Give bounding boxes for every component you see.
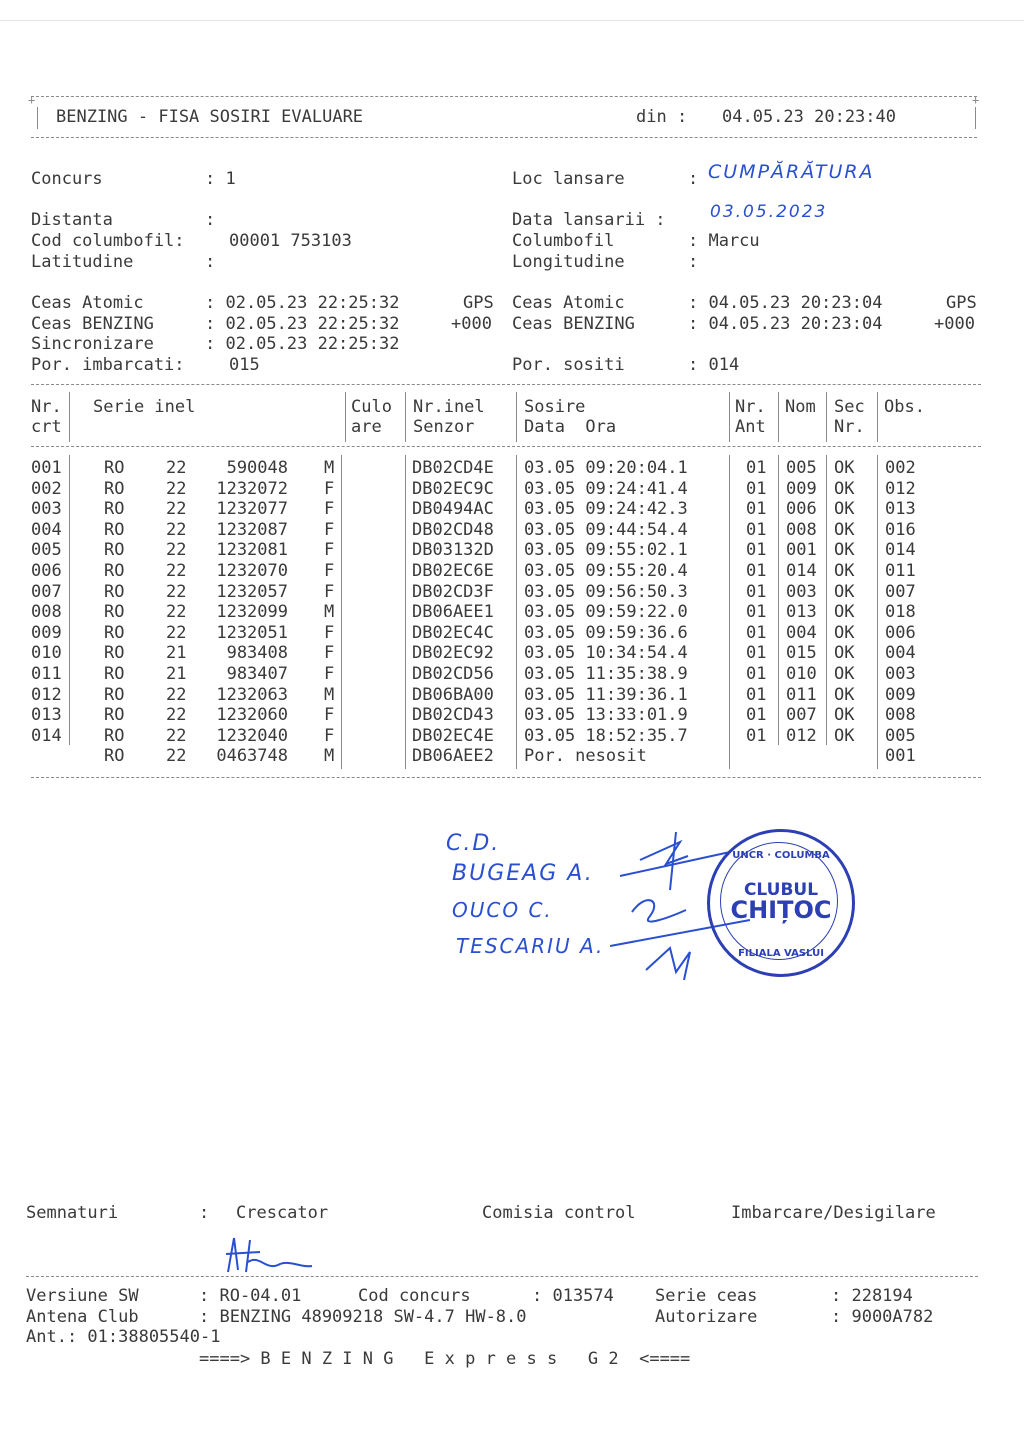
table-header-dash xyxy=(31,446,981,447)
header-bottom-dash xyxy=(31,137,977,138)
cell-sosire: 03.05 09:55:02.1 xyxy=(524,540,688,561)
cell-ant: 01 xyxy=(746,499,767,520)
cell-nom: 008 xyxy=(786,519,817,540)
cell-serie: 1232051 xyxy=(216,622,288,643)
cell-sex: F xyxy=(324,519,335,540)
cell-nr: 013 xyxy=(31,705,62,726)
cell-senzor: DB02EC4C xyxy=(412,622,494,643)
ceas-atomic-start-value: : 02.05.23 22:25:32 xyxy=(205,293,400,313)
cell-year: 22 xyxy=(166,540,187,561)
cell-senzor: DB02EC9C xyxy=(412,478,494,499)
stamp-top-text: UNCR · COLUMBA xyxy=(732,850,830,861)
col-header-nom: Nom xyxy=(785,397,816,417)
semnaturi-label: Semnaturi xyxy=(26,1203,119,1223)
cell-country: RO xyxy=(104,458,125,478)
cell-obs: 007 xyxy=(885,581,916,602)
cell-senzor: DB03132D xyxy=(412,540,494,561)
columbofil-label: Columbofil xyxy=(512,231,615,251)
ceas-atomic-end-suffix: GPS xyxy=(946,293,977,313)
versiune-value: : RO-04.01 xyxy=(199,1286,302,1306)
ceas-benzing-start-label: Ceas BENZING xyxy=(31,314,154,334)
cell-sex: M xyxy=(324,602,335,623)
cell-sec: OK xyxy=(834,622,855,643)
cell-nom: 005 xyxy=(786,458,817,478)
din-label: din : xyxy=(636,107,688,127)
cell-nr: 003 xyxy=(31,499,62,520)
cell-nr: 001 xyxy=(31,458,62,478)
cell-year: 22 xyxy=(166,499,187,520)
cell-sex: F xyxy=(324,540,335,561)
cell-senzor: DB02CD43 xyxy=(412,705,494,726)
cell-serie: 983408 xyxy=(226,643,288,664)
cell-sosire: 03.05 09:59:22.0 xyxy=(524,602,688,623)
benzing-express-banner: ====> B E N Z I N G E x p r e s s G 2 <==== xyxy=(199,1349,691,1369)
cell-sex: F xyxy=(324,561,335,581)
cell-nr: 008 xyxy=(31,602,62,623)
cell-obs: 016 xyxy=(885,519,916,540)
cell-country: RO xyxy=(104,561,125,581)
cod-columbofil-value: 00001 753103 xyxy=(229,231,352,251)
col-header-obs: Obs. xyxy=(884,397,925,417)
cell-nr: 012 xyxy=(31,684,62,705)
col-sep xyxy=(778,392,779,442)
cell-sex: F xyxy=(324,643,335,664)
cell-sosire: 03.05 09:56:50.3 xyxy=(524,581,688,602)
cell-nr: 014 xyxy=(31,725,62,746)
cell-sec: OK xyxy=(834,499,855,520)
imbarcati-label: Por. imbarcati: xyxy=(31,355,185,375)
imbarcare-label: Imbarcare/Desigilare xyxy=(731,1203,936,1223)
cell-senzor: DB02CD48 xyxy=(412,519,494,540)
table-bottom-dash xyxy=(31,777,981,778)
cell-sex: F xyxy=(324,478,335,499)
cell-sec: OK xyxy=(834,458,855,478)
table-row xyxy=(0,479,1000,500)
loc-lansare-colon: : xyxy=(688,169,699,189)
cell-year: 22 xyxy=(166,746,187,767)
cell-sec: OK xyxy=(834,643,855,664)
col-sep xyxy=(345,392,346,442)
col-header-nrinel: Nr.inel xyxy=(413,397,485,417)
cell-year: 22 xyxy=(166,705,187,726)
cell-country: RO xyxy=(104,664,125,684)
table-row xyxy=(0,499,1000,520)
cell-sex: M xyxy=(324,746,335,767)
col-header-serie: Serie inel xyxy=(93,397,196,417)
cell-serie: 1232057 xyxy=(216,581,288,602)
stamp-bottom-text: FILIALA VASLUI xyxy=(738,948,824,959)
loc-lansare-handwritten: CUMPĂRĂTURA xyxy=(708,161,875,183)
cell-nr: 010 xyxy=(31,643,62,664)
columbofil-value: : Marcu xyxy=(688,231,760,251)
col-sep xyxy=(826,392,827,442)
cell-sec: OK xyxy=(834,478,855,499)
cell-nr: 009 xyxy=(31,622,62,643)
col-header-sec-nr: Nr. xyxy=(834,417,865,437)
cell-nr: 006 xyxy=(31,561,62,581)
col-sep xyxy=(877,392,878,442)
club-stamp xyxy=(707,829,855,977)
cell-country: RO xyxy=(104,725,125,746)
antena-label: Antena Club xyxy=(26,1307,139,1327)
cell-year: 22 xyxy=(166,519,187,540)
cell-country: RO xyxy=(104,581,125,602)
versiune-label: Versiune SW xyxy=(26,1286,139,1306)
cell-nr: 004 xyxy=(31,519,62,540)
cell-sosire: 03.05 09:44:54.4 xyxy=(524,519,688,540)
table-row xyxy=(0,726,1000,747)
header-right-bar xyxy=(975,107,976,129)
table-row xyxy=(0,705,1000,726)
corner-plus: + xyxy=(28,93,36,107)
crescator-label: Crescator xyxy=(236,1203,329,1223)
col-sep xyxy=(69,392,70,442)
cell-ant: 01 xyxy=(746,622,767,643)
antena-value: : BENZING 48909218 SW-4.7 HW-8.0 xyxy=(199,1307,527,1327)
cell-nr: 002 xyxy=(31,478,62,499)
document-title: BENZING - FISA SOSIRI EVALUARE xyxy=(56,107,364,127)
cell-ant: 01 xyxy=(746,684,767,705)
ceas-benzing-start-suffix: +000 xyxy=(451,314,492,334)
latitudine-colon: : xyxy=(205,252,216,272)
semnaturi-colon: : xyxy=(199,1203,210,1223)
cell-sex: F xyxy=(324,725,335,746)
cell-obs: 008 xyxy=(885,705,916,726)
col-header-culo: Culo xyxy=(351,397,392,417)
ceas-atomic-start-label: Ceas Atomic xyxy=(31,293,144,313)
col-header-nr-ant: Nr. xyxy=(735,397,766,417)
header-left-bar xyxy=(37,107,38,129)
cell-year: 22 xyxy=(166,561,187,581)
cell-senzor: DB02EC6E xyxy=(412,561,494,581)
cell-sosire: 03.05 09:24:41.4 xyxy=(524,478,688,499)
page-top-rule xyxy=(0,20,1024,21)
cell-sex: M xyxy=(324,684,335,705)
cell-ant: 01 xyxy=(746,705,767,726)
cell-sec: OK xyxy=(834,684,855,705)
cell-year: 22 xyxy=(166,725,187,746)
cell-sosire: 03.05 11:35:38.9 xyxy=(524,664,688,684)
ceas-benzing-end-value: : 04.05.23 20:23:04 xyxy=(688,314,883,334)
cell-country: RO xyxy=(104,684,125,705)
cell-serie: 1232040 xyxy=(216,725,288,746)
cell-ant: 01 xyxy=(746,664,767,684)
footer-dash xyxy=(26,1276,978,1277)
cell-nom: 015 xyxy=(786,643,817,664)
serie-ceas-value: : 228194 xyxy=(831,1286,913,1306)
cell-year: 22 xyxy=(166,458,187,478)
cell-nom: 009 xyxy=(786,478,817,499)
cell-serie: 590048 xyxy=(226,458,288,478)
cell-serie: 1232060 xyxy=(216,705,288,726)
handwritten-line-1: C.D. xyxy=(446,831,501,856)
cell-country: RO xyxy=(104,602,125,623)
cell-sosire: 03.05 10:34:54.4 xyxy=(524,643,688,664)
cell-ant: 01 xyxy=(746,602,767,623)
autorizare-value: : 9000A782 xyxy=(831,1307,934,1327)
stamp-line-1: CLUBUL xyxy=(743,880,819,900)
cell-serie: 1232087 xyxy=(216,519,288,540)
ant-line: Ant.: 01:38805540-1 xyxy=(26,1327,221,1347)
cell-obs: 006 xyxy=(885,622,916,643)
cell-year: 21 xyxy=(166,664,187,684)
cell-obs: 012 xyxy=(885,478,916,499)
crescator-signature xyxy=(220,1232,320,1282)
cell-nr: 005 xyxy=(31,540,62,561)
cell-serie: 983407 xyxy=(226,664,288,684)
ceas-atomic-end-value: : 04.05.23 20:23:04 xyxy=(688,293,883,313)
cell-year: 21 xyxy=(166,643,187,664)
cell-sex: F xyxy=(324,664,335,684)
cell-country: RO xyxy=(104,540,125,561)
table-row xyxy=(0,520,1000,541)
cell-ant: 01 xyxy=(746,643,767,664)
cell-senzor: DB06AEE1 xyxy=(412,602,494,623)
col-header-sec: Sec xyxy=(834,397,865,417)
col-sep xyxy=(516,392,517,442)
cell-obs: 018 xyxy=(885,602,916,623)
ceas-benzing-start-value: : 02.05.23 22:25:32 xyxy=(205,314,400,334)
sincronizare-value: : 02.05.23 22:25:32 xyxy=(205,334,400,354)
latitudine-label: Latitudine xyxy=(31,252,134,272)
col-sep xyxy=(729,392,730,442)
cell-year: 22 xyxy=(166,602,187,623)
longitudine-label: Longitudine xyxy=(512,252,625,272)
cell-serie: 1232070 xyxy=(216,561,288,581)
cell-serie: 1232081 xyxy=(216,540,288,561)
cell-serie: 1232072 xyxy=(216,478,288,499)
cell-country: RO xyxy=(104,643,125,664)
din-value: 04.05.23 20:23:40 xyxy=(722,107,896,127)
cell-sosire: 03.05 09:24:42.3 xyxy=(524,499,688,520)
cell-nom: 003 xyxy=(786,581,817,602)
cell-serie: 1232099 xyxy=(216,602,288,623)
cell-sosire: 03.05 11:39:36.1 xyxy=(524,684,688,705)
cell-obs: 002 xyxy=(885,458,916,478)
cell-senzor: DB02CD4E xyxy=(412,458,494,478)
cell-country: RO xyxy=(104,519,125,540)
cell-sec: OK xyxy=(834,540,855,561)
cell-senzor: DB06BA00 xyxy=(412,684,494,705)
ceas-benzing-end-label: Ceas BENZING xyxy=(512,314,635,334)
stamp-line-2: CHIȚOC xyxy=(730,896,832,924)
cell-country: RO xyxy=(104,705,125,726)
data-lansarii-handwritten: 03.05.2023 xyxy=(710,202,828,222)
cell-sosire: 03.05 09:55:20.4 xyxy=(524,561,688,581)
concurs-label: Concurs xyxy=(31,169,103,189)
table-row xyxy=(0,540,1000,561)
cell-nom: 007 xyxy=(786,705,817,726)
longitudine-colon: : xyxy=(688,252,699,272)
sositi-value: : 014 xyxy=(688,355,740,375)
cell-nr: 007 xyxy=(31,581,62,602)
cell-obs: 003 xyxy=(885,664,916,684)
cell-ant: 01 xyxy=(746,478,767,499)
cell-sex: F xyxy=(324,705,335,726)
cell-year: 22 xyxy=(166,478,187,499)
cell-senzor: DB02CD3F xyxy=(412,581,494,602)
table-row xyxy=(0,561,1000,582)
cell-nr: 011 xyxy=(31,664,62,684)
handwritten-line-2: BUGEAG A. xyxy=(452,861,594,886)
cell-serie: 1232063 xyxy=(216,684,288,705)
col-header-crt: crt xyxy=(31,417,62,437)
table-row xyxy=(0,602,1000,623)
cell-senzor: DB02EC4E xyxy=(412,725,494,746)
serie-ceas-label: Serie ceas xyxy=(655,1286,758,1306)
cell-nom: 010 xyxy=(786,664,817,684)
cell-sec: OK xyxy=(834,519,855,540)
header-top-dash xyxy=(31,96,977,97)
cell-nom: 011 xyxy=(786,684,817,705)
col-header-ant: Ant xyxy=(735,417,766,437)
cell-nom: 013 xyxy=(786,602,817,623)
concurs-value: : 1 xyxy=(205,169,236,189)
cell-sec: OK xyxy=(834,602,855,623)
cell-obs: 005 xyxy=(885,725,916,746)
col-header-nr: Nr. xyxy=(31,397,62,417)
corner-plus: + xyxy=(972,93,980,107)
cell-nom: 004 xyxy=(786,622,817,643)
cell-ant: 01 xyxy=(746,519,767,540)
cell-nom: 006 xyxy=(786,499,817,520)
autorizare-label: Autorizare xyxy=(655,1307,758,1327)
cod-concurs-label: Cod concurs xyxy=(358,1286,471,1306)
cell-senzor: DB02EC92 xyxy=(412,643,494,664)
table-row xyxy=(0,458,1000,479)
cell-senzor: DB02CD56 xyxy=(412,664,494,684)
cell-country: RO xyxy=(104,622,125,643)
cell-sec: OK xyxy=(834,581,855,602)
table-row xyxy=(0,582,1000,603)
cell-sosire: 03.05 09:59:36.6 xyxy=(524,622,688,643)
cell-country: RO xyxy=(104,478,125,499)
table-row xyxy=(0,746,1000,767)
cell-ant: 01 xyxy=(746,540,767,561)
cell-sosire: 03.05 13:33:01.9 xyxy=(524,705,688,726)
cell-obs: 001 xyxy=(885,746,916,767)
cell-year: 22 xyxy=(166,622,187,643)
cell-obs: 011 xyxy=(885,561,916,581)
cell-senzor: DB06AEE2 xyxy=(412,746,494,767)
table-top-dash xyxy=(31,384,981,385)
cell-nom: 012 xyxy=(786,725,817,746)
cell-sex: F xyxy=(324,622,335,643)
cell-sosire: 03.05 09:20:04.1 xyxy=(524,458,688,478)
cell-ant: 01 xyxy=(746,561,767,581)
cod-columbofil-label: Cod columbofil: xyxy=(31,231,185,251)
ceas-atomic-start-suffix: GPS xyxy=(463,293,494,313)
handwritten-line-3: OUCO C. xyxy=(452,898,553,922)
cell-sex: M xyxy=(324,458,335,478)
cell-nom: 014 xyxy=(786,561,817,581)
cell-serie: 1232077 xyxy=(216,499,288,520)
table-row xyxy=(0,623,1000,644)
table-row xyxy=(0,664,1000,685)
cell-country: RO xyxy=(104,499,125,520)
cell-sex: F xyxy=(324,499,335,520)
cell-ant: 01 xyxy=(746,458,767,478)
cell-senzor: DB0494AC xyxy=(412,499,494,520)
imbarcati-value: 015 xyxy=(229,355,260,375)
comisia-label: Comisia control xyxy=(482,1203,636,1223)
cell-nom: 001 xyxy=(786,540,817,561)
col-header-data-ora: Data Ora xyxy=(524,417,617,437)
col-header-sosire: Sosire xyxy=(524,397,586,417)
sincronizare-label: Sincronizare xyxy=(31,334,154,354)
cell-sec: OK xyxy=(834,705,855,726)
cell-obs: 013 xyxy=(885,499,916,520)
table-row xyxy=(0,643,1000,664)
cell-ant: 01 xyxy=(746,725,767,746)
ceas-benzing-end-suffix: +000 xyxy=(934,314,975,334)
cell-obs: 014 xyxy=(885,540,916,561)
sositi-label: Por. sositi xyxy=(512,355,625,375)
table-row xyxy=(0,685,1000,706)
col-header-senzor: Senzor xyxy=(413,417,475,437)
cell-serie: 0463748 xyxy=(216,746,288,767)
cell-country: RO xyxy=(104,746,125,767)
col-header-are: are xyxy=(351,417,382,437)
data-lansarii-label: Data lansarii : xyxy=(512,210,666,230)
cell-year: 22 xyxy=(166,581,187,602)
cell-sosire: Por. nesosit xyxy=(524,746,647,767)
cell-sosire: 03.05 18:52:35.7 xyxy=(524,725,688,746)
handwritten-line-4: TESCARIU A. xyxy=(456,934,605,958)
cell-sex: F xyxy=(324,581,335,602)
cell-sec: OK xyxy=(834,561,855,581)
col-sep xyxy=(405,392,406,442)
ceas-atomic-end-label: Ceas Atomic xyxy=(512,293,625,313)
loc-lansare-label: Loc lansare xyxy=(512,169,625,189)
distanta-label: Distanta xyxy=(31,210,113,230)
cell-sec: OK xyxy=(834,664,855,684)
cell-sec: OK xyxy=(834,725,855,746)
cell-year: 22 xyxy=(166,684,187,705)
cod-concurs-value: : 013574 xyxy=(532,1286,614,1306)
cell-obs: 009 xyxy=(885,684,916,705)
cell-obs: 004 xyxy=(885,643,916,664)
distanta-colon: : xyxy=(205,210,216,230)
cell-ant: 01 xyxy=(746,581,767,602)
